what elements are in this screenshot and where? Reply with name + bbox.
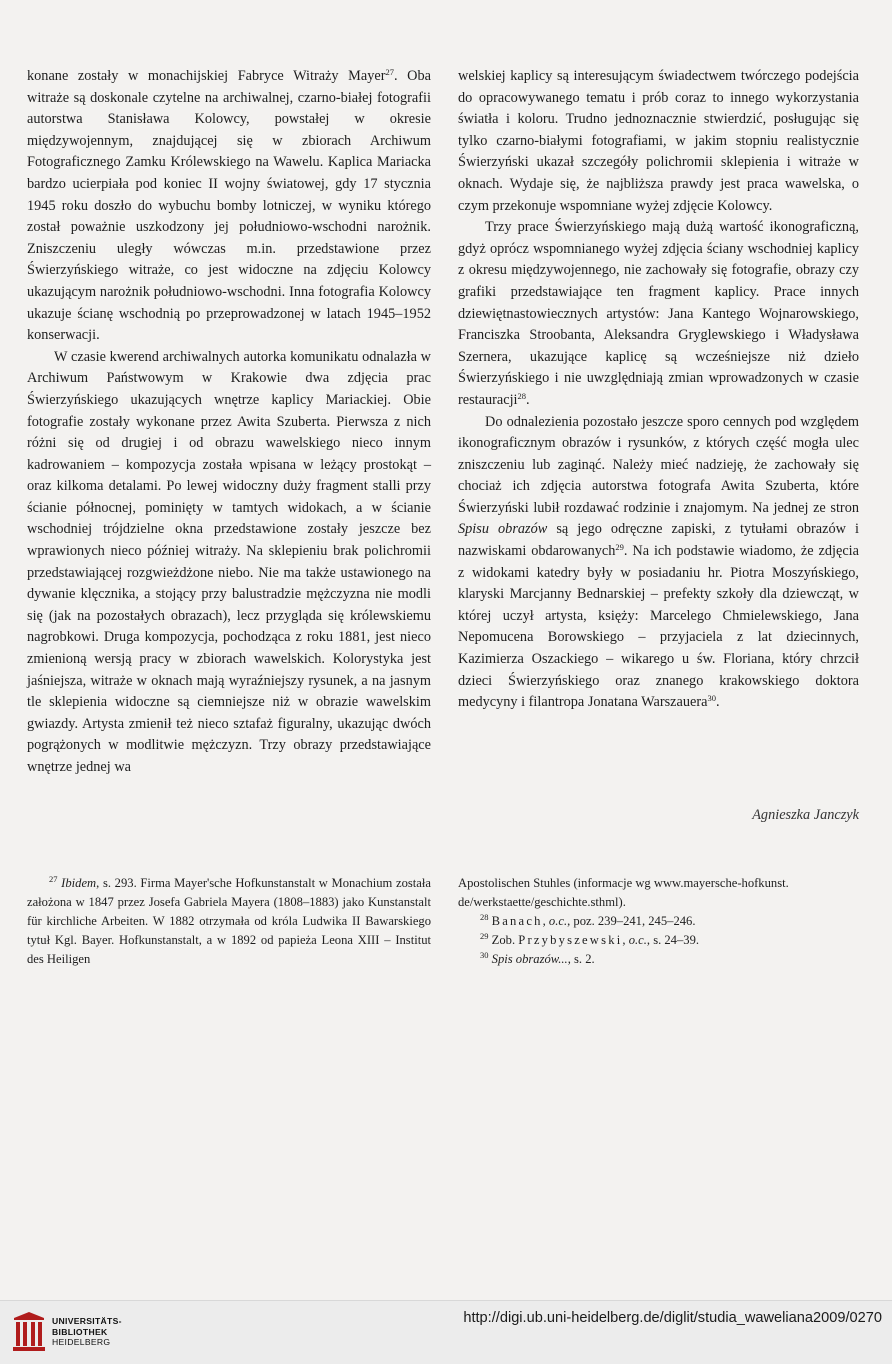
title-spis-obrazow: Spisu obrazów [458,521,548,538]
left-paragraph-1: konane zostały w monachijskiej Fabryce Witraży Mayer$^{27}$. Oba witraże są doskonale czytelne na archiwalnej, czarno-białej fotografii autorstwa Stanisława Kolowcy, powstałej w okresie międzywojennym, znajdującej się w zbiorach Archiwum Fotograficznego Zamku Królewskiego na Wawelu. Kaplica Mariacka bardzo ucierpiała pod koniec II wojny światowej, gdy 17 stycznia 1945 roku doszło do wybuchu bomby lotniczej, w wyniku którego został poważnie uszkodzony jej południowo-wschodni narożnik. Zniszczeniu uległy wówczas m.in. przedstawione przez Świerzyńskiego witraże, co jest widoczne na zdjęciu Kolowcy ukazującym narożnik południowo-wschodni. Inna fotografia Kolowcy ukazuje ścianę wschodnią po przeprowadzonej w latach 1945–1952 konserwacji. [27,67,431,344]
footnote-ref-28[interactable]: 28 [517,390,527,401]
footnote-28: $^{28}$ Banach, o.c., poz. 239–241, 245–246. [480,911,696,928]
left-text-column [27,66,431,779]
right-paragraph-1: welskiej kaplicy są interesującym świadectwem twórczego podejścia do opracowywanego tematu i prób coraz to innego wykorzystania światła i koloru. Trudno jednoznacznie stwierdzić, posługując się tylko czarno-białymi fotografiami, w jakim stopniu realistycznie Świerzyński ukazał szczegóły polichromii sklepienia i witraże w oknach. Wydaje się, że najbliższa prawdy jest praca wawelska, o czym przekonuje wspomniane wyżej zdjęcie Kolowcy. [458,68,859,214]
left-paragraph-2: W czasie kwerend archiwalnych autorka komunikatu odnalazła w Archiwum Państwowym w Krakowie dwa zdjęcia prac Świerzyńskiego ukazujących wnętrze kaplicy Mariackiej. Obie fotografie zostały wykonane przez Awita Szuberta. Pierwsza z nich różni się od drugiej i od obrazu wawelskiego nieco innym kadrowaniem – kompozycja została wpisana w leżący prostokąt – oraz kilkoma detalami. Po lewej widoczny duży fragment stalli przy ścianie północnej, pominięty w tamtych widokach, a w ścianie wschodniej trójdzielne okna przedstawione zostały jeszcze bez wprawionych nieco później witraży. Na sklepieniu brak polichromii przedstawiającej rozgwieżdżone niebo. Nie ma także ustawionego na dywanie klęcznika, a stojący przy balustradzie mężczyzna nie modli się (jak na pozostałych obrazach), lecz przygląda się królewskiemu nagrobkowi. Druga kompozycja, pochodząca z roku 1881, jest nieco zmienioną wersją pracy w zbiorach wawelskich. Kolorystyka jest jaśniejsza, witraże w oknach mają wyraźniejszy rysunek, a na jasnym tle sklepienia widoczne są ciemniejsze niż w obrazie wawelskim gwiazdy. Artysta zmienił też nieco sztafaż figuralny, ukazując dwóch pogrążonych w modlitwie mężczyzn. Trzy obrazy przedstawiające wnętrze jednej wa [27,348,431,775]
footnotes-right [458,874,859,969]
footnote-27-continued: Apostolischen Stuhles (informacje wg www.mayersche-hofkunst. de/werkstaette/geschichte.sthml). [458,876,789,909]
footnotes-left [27,874,431,969]
right-paragraph-3: Do odnalezienia pozostało jeszcze sporo cennych pod względem ikonograficznym obrazów i rysunków, z których część mogła ulec zniszczeniu lub zaginąć. Należy mieć nadzieję, że zachowały się chociaż ich zdjęcia autorstwa fotografa Awita Szuberta, które Świerzyński lubił rozdawać rodzinie i znajomym. Na jednej ze stron Spisu obrazów są jego odręczne zapiski, z tytułami obrazów i nazwiskami obdarowanych$^{29}$. Na ich podstawie wiadomo, że zdjęcia z widokami katedry były w posiadaniu hr. Piotra Moszyńskiego, klaryski Marcjanny Bednarskiej – prefekty szkoły dla dziewcząt, w której uczył artysta, księży: Marcelego Chmielewskiego, Jana Nepomucena Borowskiego – przyjaciela z lat dziecinnych, Kazimierza Oszackiego – wikarego u św. Floriana, który chrzcił dzieci Świerzyńskiego oraz znanego krakowskiego doktora medycyny i filantropa Jonatana Warszauera$^{30}$. [458,413,859,711]
footnote-ref-30[interactable]: 30 [707,693,716,704]
right-text-column [458,66,859,714]
footnote-29: $^{29}$ Zob. Przybyszewski, o.c., s. 24–39. [480,930,700,947]
right-paragraph-2: Trzy prace Świerzyńskiego mają dużą wartość ikonograficzną, gdyż oprócz wspomnianego wyżej zdjęcia ściany wschodniej kaplicy z okresu międzywojennego, nie zachowały się fotografie, obrazy czy grafiki przedstawiające ten fragment kaplicy. Prace innych dziewiętnastowiecznych artystów: Jana Kantego Wojnarowskiego, Franciszka Stroobanta, Aleksandra Gryglewskiego i Władysława Szernera, ukazujące kaplicę są wcześniejsze niż dzieło Świerzyńskiego i nie uwzględniają zmian wprowadzonych w czasie restauracji$^{28}$. [458,219,859,408]
author-signature: Agnieszka Janczyk [752,807,859,823]
footnote-30: $^{30}$ Spis obrazów..., s. 2. [480,949,595,966]
permalink-url[interactable]: http://digi.ub.uni-heidelberg.de/diglit/studia_waweliana2009/0270 [463,1310,882,1326]
footnote-ref-29[interactable]: 29 [615,542,624,553]
library-name[interactable]: UNIVERSITÄTS- BIBLIOTHEK HEIDELBERG [52,1316,122,1348]
university-library-logo-icon[interactable] [10,1310,48,1354]
footnote-27: $^{27}$ Ibidem, s. 293. Firma Mayer'sche Hofkunstanstalt w Monachium została założona w 1847 przez Josefa Gabriela Mayera (1808–1883) jako Kunstanstalt für kirchliche Arbeiten. W 1882 otrzymała od króla Ludwika II Bawarskiego tytuł Kgl. Bayer. Hofkunstanstalt, a w 1892 od papieża Leona XIII – Institut des Heiligen [27,874,431,966]
footnote-ref-27[interactable]: 27 [385,67,394,77]
viewer-footer [0,1300,892,1364]
